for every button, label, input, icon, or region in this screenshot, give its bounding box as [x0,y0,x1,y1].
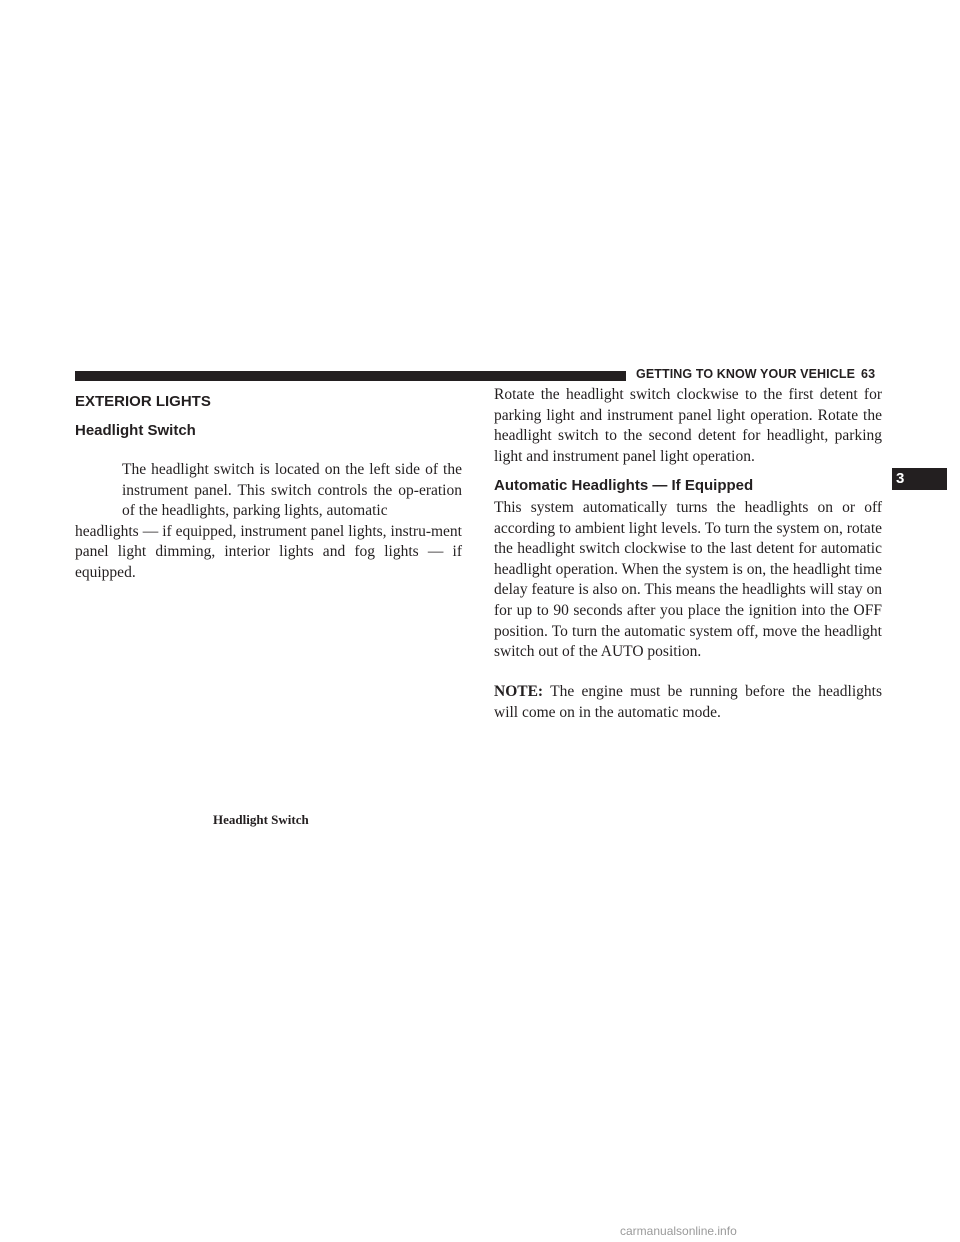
subsection-title-headlight-switch: Headlight Switch [75,422,196,439]
headlight-switch-paragraph [75,460,462,584]
note-label: NOTE: [494,683,544,700]
detent-paragraph: Rotate the headlight switch clockwise to the first detent for parking light and instrument panel light operation. Rotate the headlight switch to the second detent for headlight, parking light and instrument panel light operation. [494,386,882,465]
paragraph-intro: The headlight switch is located on the left side of the instrument panel. This switch controls the op-eration of the headlights, parking lights, automatic [122,461,462,520]
header-rule [75,371,626,381]
running-header [636,367,875,381]
footer-watermark: carmanualsonline.info [620,1224,737,1238]
section-title: EXTERIOR LIGHTS [75,393,211,410]
subsection-title-automatic-headlights: Automatic Headlights — If Equipped [494,477,754,494]
note-text: The engine must be running before the headlights will come on in the automatic mode. [494,683,882,721]
paragraph-rest: headlights — if equipped, instrument panel lights, instru-ment panel light dimming, interior lights and fog lights — if equipped. [75,522,462,581]
note-paragraph [494,682,882,723]
figure-caption: Headlight Switch [213,812,309,827]
automatic-headlights-paragraph: This system automatically turns the headlights on or off according to ambient light levels. To turn the system on, rotate the headlight switch clockwise to the last detent for automatic headlight operation. When the system is on, the headlight time delay feature is also on. This means the headlights will stay on for up to 90 seconds after you place the ignition into the OFF position. To turn the automatic system off, move the headlight switch out of the AUTO position. [494,499,882,661]
page-number: 63 [861,367,876,381]
chapter-title: GETTING TO KNOW YOUR VEHICLE [636,367,856,381]
chapter-tab: 3 [892,468,947,490]
